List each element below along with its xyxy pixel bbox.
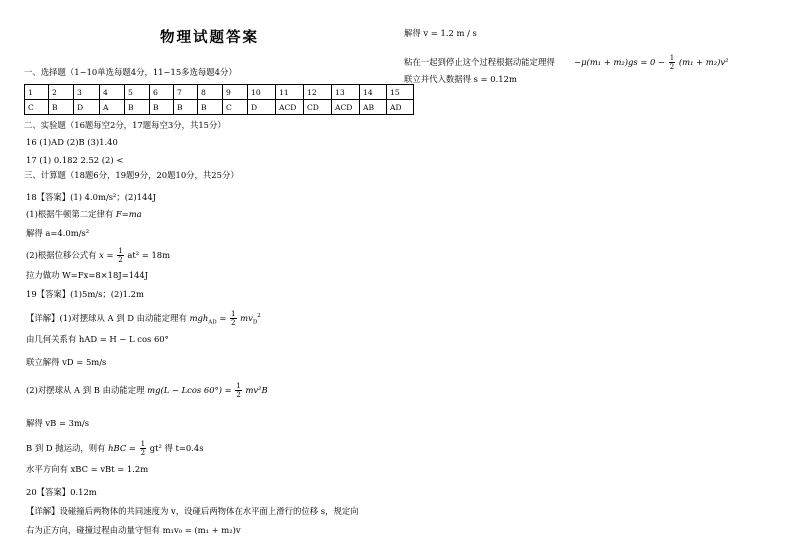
q18-formula-at2: at² = 18m — [127, 250, 171, 260]
q19-answer: 19【答案】(1)5m/s；(2)1.2m — [26, 289, 144, 299]
fraction-denominator: 2 — [236, 391, 241, 399]
fraction-denominator: 2 — [669, 63, 675, 71]
answer-table-answers-row — [25, 100, 414, 115]
q18-line-displacement — [26, 247, 170, 264]
question-number-cell: 8 — [198, 85, 223, 100]
q19-formula-gt2: gt² 得 t=0.4s — [149, 443, 204, 453]
fraction-numerator: 1 — [669, 54, 675, 62]
q18-line-newton-text: (1)根据牛顿第二定律有 — [26, 209, 114, 219]
q19-sub-ad: AD — [208, 319, 217, 326]
q19-formula-mgh: mgh — [189, 313, 209, 323]
fraction-denominator: 2 — [140, 449, 146, 457]
answer-cell: C — [223, 100, 248, 115]
answer-cell: CD — [304, 100, 332, 115]
q20-line-energy-text: 粘在一起到停止这个过程根据动能定理得 — [404, 57, 555, 67]
fraction-half — [117, 247, 123, 264]
question-number-cell: 11 — [276, 85, 304, 100]
q19-formula-mg: mg(L − Lcos 60°) = — [147, 385, 232, 395]
q20-line-setup: 【详解】设碰撞后两物体的共同速度为 v，设碰后两物体在水平面上滑行的位移 s，规定向 — [26, 506, 359, 516]
question-number-cell: 9 — [223, 85, 248, 100]
section-experiment-heading: 二、实验题（16题每空2分，17题每空3分，共15分） — [24, 120, 226, 130]
q19-line-horizontal: 水平方向有 xBC = vBt = 1.2m — [26, 464, 149, 474]
q20-line-energy — [404, 54, 728, 71]
q18-answer: 18【答案】(1) 4.0m/s²；(2)144J — [26, 192, 157, 202]
question-number-cell: 14 — [360, 85, 387, 100]
q19-formula-hbc: hBC = — [108, 443, 136, 453]
q19-line-energy-ad — [26, 310, 261, 329]
q18-line-displacement-text: (2)根据位移公式有 — [26, 250, 97, 260]
answer-cell: C — [25, 100, 49, 115]
answer-cell: ACD — [332, 100, 360, 115]
q18-line-accel: 解得 a=4.0m/s² — [26, 228, 90, 238]
question-number-cell: 5 — [125, 85, 150, 100]
answer-cell: AB — [360, 100, 387, 115]
answer-table — [24, 84, 414, 115]
fraction-numerator: 1 — [118, 247, 123, 255]
answer-cell: B — [125, 100, 150, 115]
question-number-cell: 1 — [25, 85, 49, 100]
q19-formula-equals: = — [216, 313, 227, 323]
q19-line-vb: 解得 vB = 3m/s — [26, 418, 90, 428]
q19-line-energy-ad-text: 【详解】(1)对摆球从 A 到 D 由动能定理有 — [26, 313, 187, 323]
q20-line-velocity: 解得 v = 1.2 m / s — [404, 28, 477, 38]
fraction-half — [230, 310, 236, 327]
question-number-cell: 2 — [49, 85, 74, 100]
question-number-cell: 4 — [100, 85, 125, 100]
section-calc-heading: 三、计算题（18题6分，19题9分，20题10分，共25分） — [24, 170, 239, 180]
answer-cell: ACD — [276, 100, 304, 115]
question-number-cell: 13 — [332, 85, 360, 100]
q18-line-newton — [26, 209, 142, 220]
q19-sup-2: 2 — [257, 313, 261, 320]
section-choice-heading: 一、选择题（1~10单选每题4分，11~15多选每题4分） — [24, 67, 237, 77]
fraction-half — [140, 440, 146, 457]
answer-cell: A — [100, 100, 125, 115]
fraction-denominator: 2 — [118, 256, 123, 264]
question-number-cell: 10 — [248, 85, 276, 100]
page-title: 物理试题答案 — [160, 29, 259, 46]
q20-formula-ke: (m₁ + m₂)v² — [678, 57, 729, 67]
question-number-cell: 6 — [150, 85, 174, 100]
answer-cell: D — [248, 100, 276, 115]
answer-table-numbers-row — [25, 85, 414, 100]
q19-formula-mvb: mv²B — [245, 385, 268, 395]
q19-line-projectile — [26, 440, 204, 457]
answer-cell: B — [150, 100, 174, 115]
q19-line-projectile-text: B 到 D 抛运动，则有 — [26, 443, 106, 453]
q18-formula-x: x = — [99, 250, 114, 260]
fraction-denominator: 2 — [231, 319, 236, 327]
question-number-cell: 15 — [387, 85, 414, 100]
q19-sub-d: D — [252, 319, 258, 326]
q19-line-geometry: 由几何关系有 hAD = H − L cos 60° — [26, 334, 169, 344]
answer-cell: B — [198, 100, 223, 115]
q20-line-momentum: 右为正方向，碰撞过程由动量守恒有 m₁v₀ = (m₁ + m₂)v — [26, 525, 241, 535]
q20-line-result: 联立并代入数据得 s = 0.12m — [404, 74, 517, 84]
fraction-half — [669, 54, 675, 71]
question-number-cell: 3 — [74, 85, 100, 100]
q20-formula-friction: −μ(m₁ + m₂)gs = 0 − — [574, 57, 666, 67]
q20-answer: 20【答案】0.12m — [26, 487, 97, 497]
answer-cell: B — [49, 100, 74, 115]
fraction-numerator: 1 — [231, 310, 236, 318]
q19-line-energy-ab — [26, 382, 268, 399]
q16-answer: 16 (1)AD (2)B (3)1.40 — [26, 137, 118, 147]
answer-cell: D — [74, 100, 100, 115]
answer-cell: AD — [387, 100, 414, 115]
q18-formula-fma: F=ma — [115, 209, 142, 219]
answer-cell: B — [174, 100, 198, 115]
q19-line-energy-ab-text: (2)对摆球从 A 到 B 由动能定理 — [26, 385, 145, 395]
q19-formula-mv: mv — [240, 313, 253, 323]
question-number-cell: 12 — [304, 85, 332, 100]
q17-answer: 17 (1) 0.182 2.52 (2) < — [26, 155, 124, 165]
q19-line-vd: 联立解得 vD = 5m/s — [26, 357, 107, 367]
fraction-numerator: 1 — [140, 440, 146, 448]
question-number-cell: 7 — [174, 85, 198, 100]
q18-line-work: 拉力做功 W=Fx=8×18J=144J — [26, 270, 149, 280]
fraction-numerator: 1 — [236, 382, 241, 390]
fraction-half — [235, 382, 241, 399]
